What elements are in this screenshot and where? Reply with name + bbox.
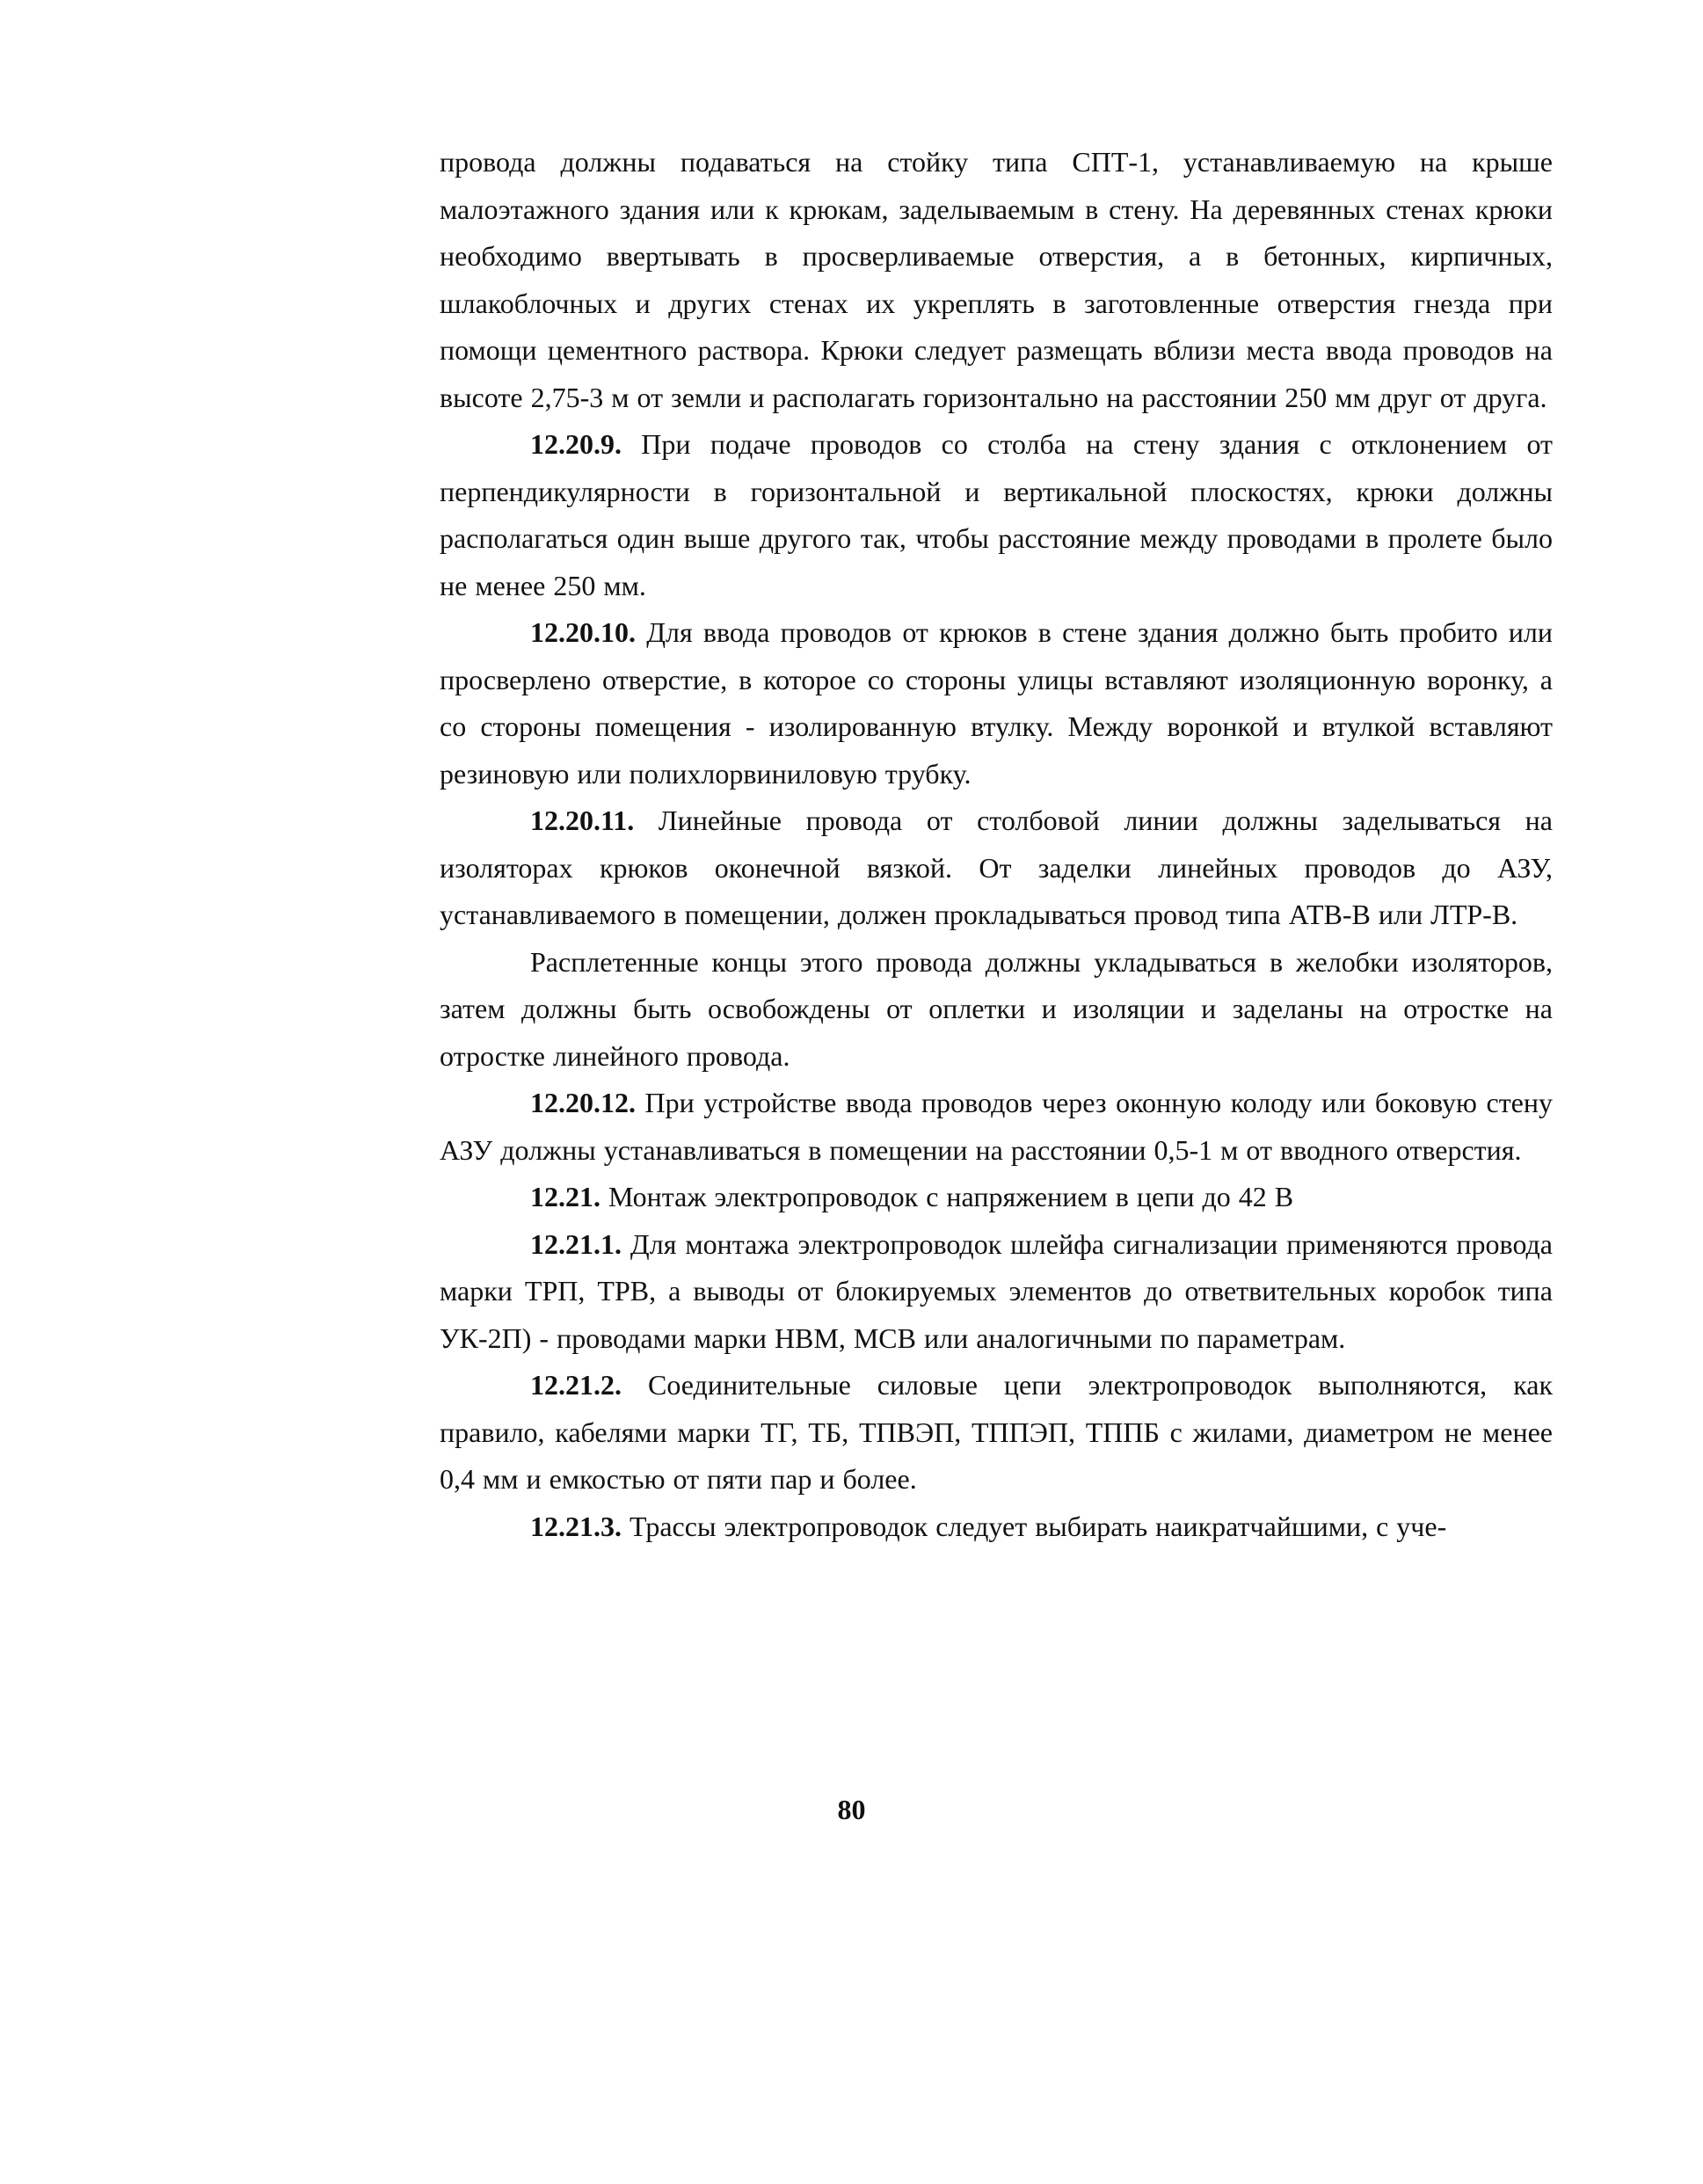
clause-number: 12.21.3. <box>530 1510 622 1542</box>
paragraph-text: При устройстве ввода проводов через оконную колоду или боковую стену АЗУ должны устанавливаться в помещении на расстоянии 0,5-1 м от вводного отверстия. <box>440 1087 1553 1166</box>
paragraph-text: Монтаж электропроводок с напряжением в цепи до 42 В <box>600 1181 1294 1212</box>
paragraph-12-20-9 <box>440 421 1553 609</box>
clause-number: 12.20.9. <box>530 428 622 460</box>
clause-number: 12.20.12. <box>530 1087 636 1118</box>
paragraph-12-21-1 <box>440 1221 1553 1363</box>
paragraph-text: провода должны подаваться на стойку типа СПТ-1, устанавливаемую на крыше малоэтажного здания или к крюкам, заделываемым в стену. На деревянных стенах крюки необходимо ввертывать в просверливаемые отверстия, а в бетонных, кирпичных, шлакоблочных и других стенах их укреплять в заготовленные отверстия гнезда при помощи цементного раствора. Крюки следует размещать вблизи места ввода проводов на высоте 2,75-3 м от земли и располагать горизонтально на расстоянии 250 мм друг от друга. <box>440 146 1553 413</box>
paragraph-12-21-2 <box>440 1362 1553 1503</box>
page-number: 80 <box>837 1794 866 1825</box>
clause-number: 12.20.11. <box>530 804 635 836</box>
section-heading-12-21 <box>440 1174 1553 1221</box>
paragraph-12-21-3 <box>440 1503 1553 1551</box>
paragraph-text: Расплетенные концы этого провода должны укладываться в желобки изоляторов, затем должны быть освобождены от оплетки и изоляции и заделаны на отростке на отростке линейного провода. <box>440 945 1553 1072</box>
paragraph-unnumbered <box>440 939 1553 1081</box>
clause-number: 12.21.1. <box>530 1227 622 1260</box>
paragraph-text: Трассы электропроводок следует выбирать наикратчайшими, с уче- <box>622 1510 1447 1542</box>
paragraph-12-20-12 <box>440 1080 1553 1174</box>
clause-number: 12.21. <box>530 1181 600 1212</box>
paragraph-text: Для ввода проводов от крюков в стене здания должно быть пробито или просверлено отверстие, в которое со стороны улицы вставляют изоляционную воронку, а со стороны помещения - изолированную втулку. Между воронкой и втулкой вставляют резиновую или полихлорвиниловую трубку. <box>440 616 1553 790</box>
paragraph-text: Соединительные силовые цепи электропроводок выполняются, как правило, кабелями марки ТГ, ТБ, ТПВЭП, ТППЭП, ТППБ с жилами, диаметром не менее 0,4 мм и емкостью от пяти пар и более. <box>440 1369 1553 1495</box>
paragraph-12-20-10 <box>440 609 1553 797</box>
paragraph-text: При подаче проводов со столба на стену здания с отклонением от перпендикулярности в горизонтальной и вертикальной плоскостях, крюки должны располагаться один выше другого так, чтобы расстояние между проводами в пролете было не менее 250 мм. <box>440 428 1553 601</box>
paragraph-12-20-11 <box>440 797 1553 939</box>
paragraph-text: Для монтажа электропроводок шлейфа сигнализации применяются провода марки ТРП, ТРВ, а выводы от блокируемых элементов до ответвительных коробок типа УК-2П) - проводами марки НВМ, МСВ или аналогичными по параметрам. <box>440 1227 1553 1354</box>
clause-number: 12.20.10. <box>530 616 636 648</box>
body-text <box>440 139 1553 1550</box>
paragraph-text: Линейные провода от столбовой линии должны заделываться на изоляторах крюков оконечной вязкой. От заделки линейных проводов до АЗУ, устанавливаемого в помещении, должен прокладываться провод типа АТВ-В или ЛТР-В. <box>440 804 1553 930</box>
clause-number: 12.21.2. <box>530 1369 622 1401</box>
paragraph-continuation <box>440 139 1553 421</box>
